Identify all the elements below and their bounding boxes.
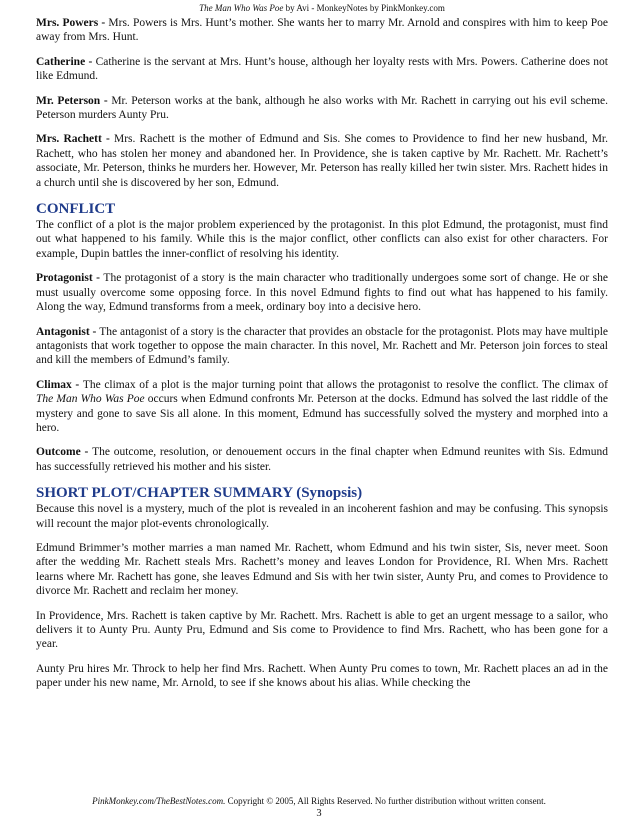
term-label: Antagonist - xyxy=(36,325,100,338)
climax-entry xyxy=(36,378,608,436)
character-entry-catherine xyxy=(36,55,608,84)
character-description: Mr. Peterson works at the bank, although he also works with Mr. Rachett in carrying out his evil scheme. Peterson murders Aunty Pru. xyxy=(36,94,608,122)
running-footer xyxy=(0,796,638,819)
term-description: The protagonist of a story is the main character who traditionally undergoes some sort of change. He or she must usually overcome some opposing force. In this novel Edmund fights to find out what has happened to his family. Along the way, Edmund transforms from a meek, ordinary boy into a decisive hero. xyxy=(36,272,608,314)
summary-paragraph: Aunty Pru hires Mr. Throck to help her find Mrs. Rachett. When Aunty Pru comes to town, Mr. Rachett places an ad in the paper under his new name, Mr. Arnold, to see if she knows about his alias. While checking the xyxy=(36,662,608,690)
running-header xyxy=(36,0,608,16)
document-body xyxy=(36,16,608,691)
character-name: Mrs. Powers - xyxy=(36,17,109,29)
character-entry-mrs-powers xyxy=(36,16,608,45)
term-description: The outcome, resolution, or denouement occurs in the final chapter when Edmund reunites with Sis. Edmund has successfully retrieved his mother and his sister. xyxy=(36,446,608,473)
conflict-intro: The conflict of a plot is the major problem experienced by the protagonist. In this plot Edmund, the protagonist, must find out what happened to his family. While this is the major conflict, other conflicts can also exist for other characters. For example, Dupin battles the inner-conflict of resolving his identity. xyxy=(36,219,608,260)
footer-copyright: Copyright © 2005, All Rights Reserved. No further distribution without written consent. xyxy=(225,796,546,806)
character-name: Catherine - xyxy=(36,55,96,68)
term-label: Outcome - xyxy=(36,446,93,459)
conflict-heading: CONFLICT xyxy=(36,201,116,218)
summary-paragraph: In Providence, Mrs. Rachett is taken captive by Mr. Rachett. Mrs. Rachett is able to get an urgent message to a sailor, who delivers it to Aunty Pru. Aunty Pru, Edmund and Sis come to Providence to find Mrs. Rachett, who has been gone for a year. xyxy=(36,609,608,651)
outcome-entry xyxy=(36,445,608,474)
page-number: 3 xyxy=(316,808,322,819)
footer-site: PinkMonkey.com/TheBestNotes.com. xyxy=(92,796,226,806)
header-source: by Avi - MonkeyNotes by PinkMonkey.com xyxy=(283,3,445,13)
character-description: Mrs. Rachett is the mother of Edmund and Sis. She comes to Providence to find her new husband, Mr. Rachett, who has stolen her money and abandoned her. In Providence, she is taken captive by Mr. Rachett. Mr. Rachett’s associate, Mr. Peterson, thinks he murders her. However, Mr. Peterson has really killed her twin sister. Mrs. Rachett hides in a church until she is discovered by her son, Edmund. xyxy=(36,133,608,189)
character-entry-mrs-rachett xyxy=(36,132,608,190)
header-book-title: The Man Who Was Poe xyxy=(199,3,284,13)
character-description: Mrs. Powers is Mrs. Hunt’s mother. She wants her to marry Mr. Arnold and conspires with him to keep Poe away from Mrs. Hunt. xyxy=(36,17,608,44)
term-label: Protagonist - xyxy=(36,272,104,285)
character-entry-mr-peterson xyxy=(36,94,608,123)
character-name: Mrs. Rachett - xyxy=(36,133,114,146)
summary-paragraph: Edmund Brimmer’s mother marries a man named Mr. Rachett, whom Edmund and his twin sister, Sis, never meet. Soon after the wedding Mr. Rachett steals Mrs. Rachett’s money and leaves London for Providence, RI. When Mrs. Rachett learns where Mr. Rachett has gone, she leaves Edmund and Sis with her twin sister, Aunty Pru, and comes to Providence to divorce Mr. Rachett and reclaim her money. xyxy=(36,541,608,598)
term-description-part1: The climax of a plot is the major turning point that allows the protagonist to resolve the conflict. The climax of xyxy=(82,378,608,391)
book-title-inline: The Man Who Was Poe xyxy=(36,393,145,406)
antagonist-entry xyxy=(36,325,608,368)
term-label: Climax - xyxy=(36,378,83,391)
character-description: Catherine is the servant at Mrs. Hunt’s house, although her loyalty rests with Mrs. Powers. Catherine does not like Edmund. xyxy=(36,55,608,83)
summary-paragraph: Because this novel is a mystery, much of the plot is revealed in an incoherent fashion and may be confusing. This synopsis will recount the major plot-events chronologically. xyxy=(36,503,608,530)
term-description-part2: occurs when Edmund confronts Mr. Peterson at the docks. Edmund has solved the last riddle of the mystery and gone to save Sis all alone. In this moment, Edmund has successfully solved the mystery and morphed into a hero. xyxy=(36,393,608,434)
character-name: Mr. Peterson - xyxy=(36,94,112,107)
protagonist-entry xyxy=(36,271,608,314)
term-description: The antagonist of a story is the character that provides an obstacle for the protagonist. Plots may have multiple antagonists that work together to oppose the main character. In this novel, Mr. Rachett and Mr. Peterson join forces to steal and kill the members of Edmund’s family. xyxy=(36,325,609,367)
summary-heading: SHORT PLOT/CHAPTER SUMMARY (Synopsis) xyxy=(36,485,363,502)
